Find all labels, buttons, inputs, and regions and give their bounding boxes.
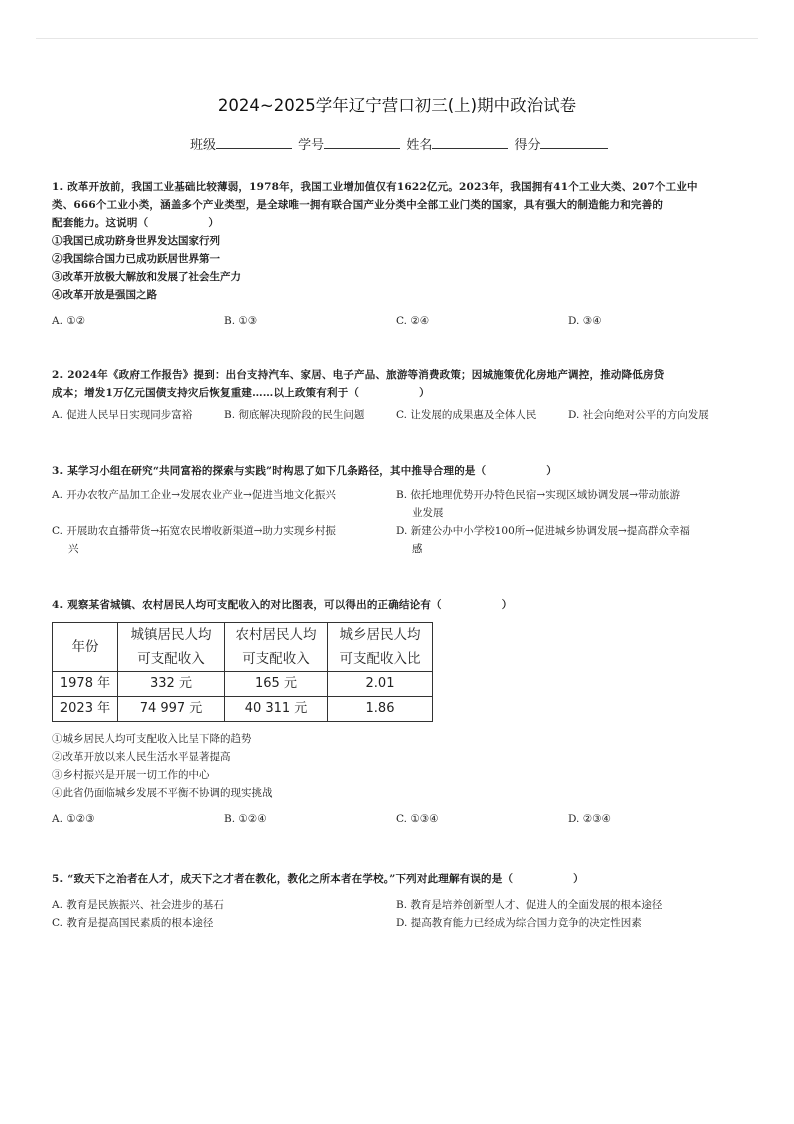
q5-paren-close: ）	[573, 873, 584, 885]
q5-stem	[52, 870, 742, 888]
q3-stem-text: 3. 某学习小组在研究“共同富裕的探索与实践”时构思了如下几条路径，其中推导合理的是（	[52, 465, 487, 477]
q4-statement: ①城乡居民人均可支配收入比呈下降的趋势	[52, 733, 252, 745]
name-label: 姓名	[406, 138, 433, 153]
q4-option-c[interactable]: C. ①③④	[396, 813, 439, 825]
q2-option-a[interactable]: A. 促进人民早日实现同步富裕	[52, 409, 193, 421]
q3-stem	[52, 462, 742, 480]
table-cell: 74 997 元	[118, 697, 225, 722]
question-2	[52, 366, 742, 424]
q3-option-d[interactable]	[396, 522, 740, 558]
student-info-line	[190, 134, 620, 153]
score-label: 得分	[514, 138, 541, 153]
header-ratio-line-2: 可支配收入比	[339, 651, 421, 667]
header-ratio	[328, 623, 433, 672]
table-row	[53, 672, 433, 697]
name-blank[interactable]	[432, 136, 508, 149]
income-table-header-row	[53, 623, 433, 672]
q3-option-b-line-1: B. 依托地理优势开办特色民宿→实现区域协调发展→带动旅游	[396, 489, 680, 501]
score-blank[interactable]	[540, 136, 608, 149]
table-cell: 332 元	[118, 672, 225, 697]
table-cell: 40 311 元	[225, 697, 328, 722]
q3-option-c-line-1: C. 开展助农直播带货→拓宽农民增收新渠道→助力实现乡村振	[52, 525, 336, 537]
q4-paren-close: ）	[501, 599, 513, 611]
header-year-text: 年份	[71, 639, 99, 655]
income-table	[52, 622, 433, 722]
question-1	[52, 178, 742, 330]
header-year	[53, 623, 118, 672]
table-row	[53, 697, 433, 722]
q3-paren-close: ）	[546, 465, 557, 477]
question-4	[52, 596, 742, 828]
class-blank[interactable]	[216, 136, 292, 149]
class-label: 班级	[190, 138, 217, 153]
q4-statement: ④此省仍面临城乡发展不平衡不协调的现实挑战	[52, 787, 273, 799]
q1-options	[52, 312, 742, 330]
q3-option-d-line-1: D. 新建公办中小学校100所→促进城乡协调发展→提高群众幸福	[396, 525, 690, 537]
q3-option-c-line-2: 兴	[68, 543, 79, 555]
q1-stem-line-1: 1. 改革开放前，我国工业基础比较薄弱，1978年，我国工业增加值仅有1622亿元。2023年，我国拥有41个工业大类、207个工业中	[52, 181, 698, 193]
q4-options	[52, 810, 742, 828]
q2-options	[52, 406, 742, 424]
q5-options	[52, 896, 742, 932]
q3-option-b-line-2: 业发展	[412, 507, 444, 519]
header-rural-line-2: 可支配收入	[242, 651, 310, 667]
q5-option-d[interactable]: D. 提高教育能力已经成为综合国力竞争的决定性因素	[396, 917, 642, 929]
q1-statement: ②我国综合国力已成功跃居世界第一	[52, 253, 220, 265]
header-rural-line-1: 农村居民人均	[235, 627, 317, 643]
number-label: 学号	[298, 138, 325, 153]
q1-paren-close: ）	[208, 217, 220, 229]
q1-option-a[interactable]: A. ①②	[52, 315, 86, 327]
q1-option-c[interactable]: C. ②④	[396, 315, 430, 327]
q3-option-a-line-1: A. 开办农牧产品加工企业→发展农业产业→促进当地文化振兴	[52, 489, 336, 501]
q4-stem-text: 4. 观察某省城镇、农村居民人均可支配收入的对比图表，可以得出的正确结论有（	[52, 599, 442, 611]
q3-options	[52, 486, 742, 558]
q1-statement: ④改革开放是强国之路	[52, 289, 157, 301]
header-rural	[225, 623, 328, 672]
number-blank[interactable]	[324, 136, 400, 149]
header-ratio-line-1: 城乡居民人均	[339, 627, 421, 643]
q1-option-b[interactable]: B. ①③	[224, 315, 258, 327]
question-3	[52, 462, 742, 558]
q3-option-a[interactable]	[52, 486, 382, 522]
q1-statement: ①我国已成功跻身世界发达国家行列	[52, 235, 220, 247]
q4-option-b[interactable]: B. ①②④	[224, 813, 267, 825]
q2-option-d[interactable]: D. 社会向绝对公平的方向发展	[568, 409, 709, 421]
q5-stem-text: 5. “致天下之治者在人才，成天下之才者在教化，教化之所本者在学校。”下列对此理解有误的是（	[52, 873, 514, 885]
q4-option-a[interactable]: A. ①②③	[52, 813, 95, 825]
q3-option-d-line-2: 感	[412, 543, 423, 555]
q4-statement: ③乡村振兴是开展一切工作的中心	[52, 769, 210, 781]
table-cell: 165 元	[225, 672, 328, 697]
q1-stem-line-2: 类、666个工业小类，涵盖多个产业类型，是全球唯一拥有联合国产业分类中全部工业门类的国家，具有强大的制造能力和完善的	[52, 199, 664, 211]
table-cell: 1978 年	[53, 672, 118, 697]
q5-option-c[interactable]: C. 教育是提高国民素质的根本途径	[52, 917, 214, 929]
q2-option-b[interactable]: B. 彻底解决现阶段的民生问题	[224, 409, 365, 421]
q3-option-b[interactable]	[396, 486, 740, 522]
q2-stem-text: 成本；增发1万亿元国债支持灾后恢复重建……以上政策有利于（	[52, 387, 360, 399]
header-urban-line-2: 可支配收入	[137, 651, 205, 667]
q2-stem-line-2	[52, 384, 742, 402]
header-urban-line-1: 城镇居民人均	[130, 627, 212, 643]
q1-option-d[interactable]: D. ③④	[568, 315, 602, 327]
q5-option-b[interactable]: B. 教育是培养创新型人才、促进人的全面发展的根本途径	[396, 899, 663, 911]
top-divider	[36, 38, 758, 39]
table-cell: 1.86	[328, 697, 433, 722]
q5-option-a[interactable]: A. 教育是民族振兴、社会进步的基石	[52, 899, 224, 911]
table-cell: 2.01	[328, 672, 433, 697]
header-urban	[118, 623, 225, 672]
table-cell: 2023 年	[53, 697, 118, 722]
q3-option-c[interactable]	[52, 522, 382, 558]
q4-option-d[interactable]: D. ②③④	[568, 813, 611, 825]
q2-option-c[interactable]: C. 让发展的成果惠及全体人民	[396, 409, 537, 421]
q4-stem	[52, 596, 742, 614]
question-5	[52, 870, 742, 932]
q1-stem-line-3	[52, 214, 742, 232]
q2-stem-line-1: 2. 2024年《政府工作报告》提到：出台支持汽车、家居、电子产品、旅游等消费政策；因城施策优化房地产调控，推动降低房贷	[52, 369, 665, 381]
exam-title: 2024~2025学年辽宁营口初三(上)期中政治试卷	[217, 96, 577, 115]
q2-paren-close: ）	[419, 387, 430, 399]
q1-statement: ③改革开放极大解放和发展了社会生产力	[52, 271, 241, 283]
q4-statement: ②改革开放以来人民生活水平显著提高	[52, 751, 231, 763]
q1-stem-text: 配套能力。这说明（	[52, 217, 149, 229]
